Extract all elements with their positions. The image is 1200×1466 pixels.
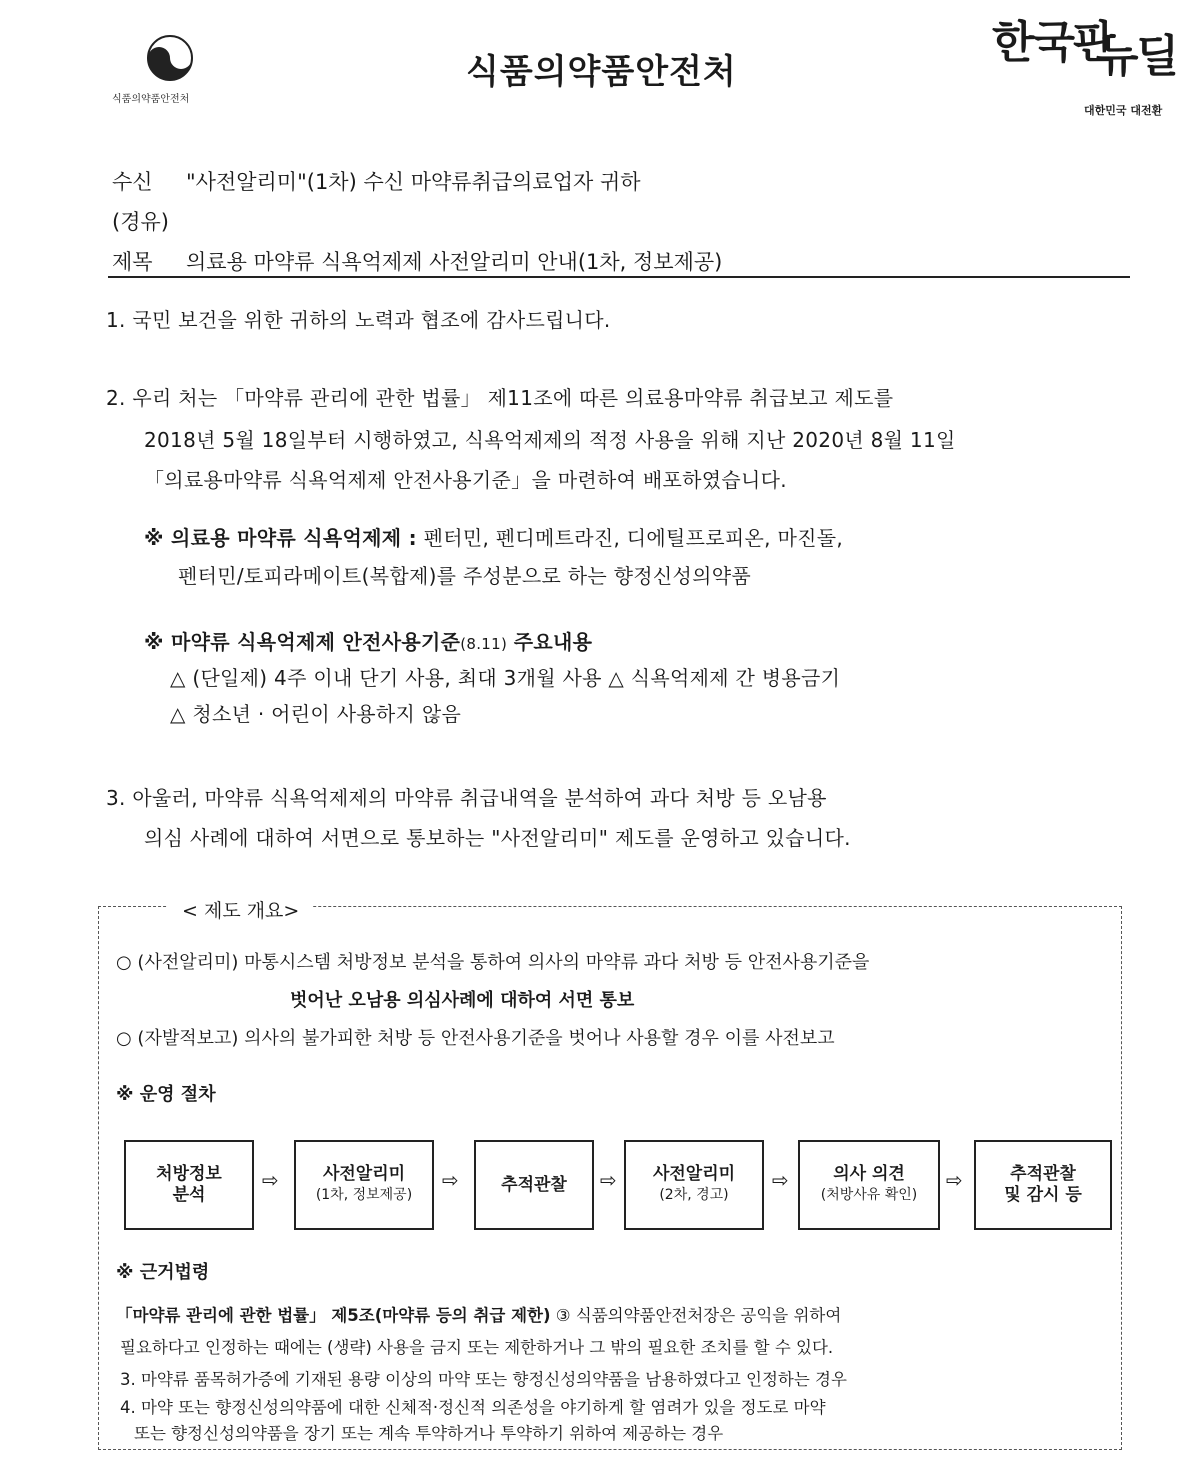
law-lead: 「마약류 관리에 관한 법률」 제5조(마약류 등의 취급 제한) [116, 1306, 551, 1325]
recipient-row [112, 166, 641, 196]
slogan-logo [992, 14, 1182, 124]
law-item-4-line-2: 또는 향정신성의약품을 장기 또는 계속 투약하거나 투약하기 위하여 제공하는 경우 [134, 1424, 724, 1443]
paragraph-2-line-2: 2018년 5월 18일부터 시행하였고, 식욕억제제의 적정 사용을 위해 지난 2020년 8월 11일 [144, 428, 956, 452]
note-2-title-main: ※ 마약류 식욕억제제 안전사용기준 [144, 630, 461, 654]
note-1-line-2: 펜터민/토피라메이트(복합제)를 주성분으로 하는 향정신성의약품 [178, 564, 751, 588]
flow-step-6-line-1: 추적관찰 [1010, 1164, 1076, 1184]
slogan-line2: 뉴딜 [1096, 31, 1178, 82]
flow-step-4 [624, 1140, 764, 1230]
government-emblem [146, 34, 194, 82]
flow-step-5 [798, 1140, 940, 1230]
paragraph-3-line-1: 3. 아울러, 마약류 식욕억제제의 마약류 취급내역을 분석하여 과다 처방 등 오남용 [106, 786, 827, 810]
flow-step-2 [294, 1140, 434, 1230]
flow-arrow-2: ⇨ [442, 1168, 459, 1192]
paragraph-1: 1. 국민 보건을 위한 귀하의 노력과 협조에 감사드립니다. [106, 308, 611, 332]
slogan-line1: 한국판 [992, 17, 1114, 68]
note-1-lead: ※ 의료용 마약류 식욕억제제 : [144, 526, 417, 550]
flow-step-4-line-2: (2차, 경고) [659, 1187, 729, 1203]
via-label: (경유) [112, 210, 169, 234]
note-1-rest: 펜터민, 펜디메트라진, 디에틸프로피온, 마진돌, [423, 526, 843, 550]
flow-arrow-4: ⇨ [772, 1168, 789, 1192]
subject-row [112, 246, 722, 276]
law-line-1-rest: ③ 식품의약품안전처장은 공익을 위하여 [555, 1306, 842, 1325]
law-line-2: 필요하다고 인정하는 때에는 (생략) 사용을 금지 또는 제한하거나 그 밖의 필요한 조치를 할 수 있다. [120, 1338, 834, 1357]
law-line-1 [116, 1302, 841, 1326]
flow-step-1 [124, 1140, 254, 1230]
flow-step-4-line-1: 사전알리미 [652, 1164, 736, 1184]
emblem-label: 식품의약품안전처 [112, 94, 190, 105]
paragraph-2-line-3: 「의료용마약류 식욕억제제 안전사용기준」을 마련하여 배포하였습니다. [144, 468, 787, 492]
flow-step-1-line-1: 처방정보 [156, 1164, 222, 1184]
overview-item-1-line-2: 벗어난 오남용 의심사례에 대하여 서면 통보 [290, 990, 635, 1011]
recipient-value: "사전알리미"(1차) 수신 마약류취급의료업자 귀하 [186, 170, 641, 194]
note-2-line-1: △ (단일제) 4주 이내 단기 사용, 최대 3개월 사용 △ 식욕억제제 간 병용금기 [170, 666, 841, 690]
flow-step-2-line-2: (1차, 정보제공) [315, 1187, 413, 1203]
law-title: ※ 근거법령 [116, 1262, 210, 1283]
flow-step-3-line-1: 추적관찰 [501, 1174, 567, 1195]
flow-step-1-line-2: 분석 [172, 1185, 206, 1205]
flow-step-2-line-1: 사전알리미 [322, 1164, 406, 1184]
subject-label: 제목 [112, 250, 153, 274]
flow-step-5-line-2: (처방사유 확인) [820, 1187, 918, 1203]
taegeuk-icon [146, 34, 194, 82]
note-2-title-date: (8.11) [460, 635, 508, 653]
law-item-4-line-1: 4. 마약 또는 향정신성의약품에 대한 신체적·정신적 의존성을 야기하게 할 염려가 있을 정도로 마약 [120, 1398, 826, 1417]
paragraph-3-line-2: 의심 사례에 대하여 서면으로 통보하는 "사전알리미" 제도를 운영하고 있습니다. [144, 826, 851, 850]
note-1-line-1 [144, 522, 843, 551]
recipient-label: 수신 [112, 170, 153, 194]
flow-arrow-3: ⇨ [600, 1168, 617, 1192]
overview-item-1-line-1: ○ (사전알리미) 마통시스템 처방정보 분석을 통하여 의사의 마약류 과다 처방 등 안전사용기준을 [116, 952, 870, 973]
procedure-title: ※ 운영 절차 [116, 1084, 216, 1105]
flow-arrow-5: ⇨ [946, 1168, 963, 1192]
paragraph-2-line-1: 2. 우리 처는 「마약류 관리에 관한 법률」 제11조에 따른 의료용마약류 취급보고 제도를 [106, 386, 894, 410]
slogan-subtitle: 대한민국 대전환 [1084, 104, 1163, 117]
note-2-title-tail: 주요내용 [513, 630, 593, 654]
flow-step-6 [974, 1140, 1112, 1230]
law-item-3: 3. 마약류 품목허가증에 기재된 용량 이상의 마약 또는 향정신성의약품을 남용하였다고 인정하는 경우 [120, 1370, 847, 1389]
note-2-title [144, 626, 592, 655]
flow-step-5-line-1: 의사 의견 [833, 1164, 905, 1184]
header-divider [108, 276, 1130, 278]
note-2-line-2: △ 청소년 · 어린이 사용하지 않음 [170, 702, 462, 726]
organization-title: 식품의약품안전처 [466, 52, 737, 92]
overview-item-2: ○ (자발적보고) 의사의 불가피한 처방 등 안전사용기준을 벗어나 사용할 경우 이를 사전보고 [116, 1028, 835, 1049]
flow-arrow-1: ⇨ [262, 1168, 279, 1192]
subject-value: 의료용 마약류 식욕억제제 사전알리미 안내(1차, 정보제공) [186, 250, 723, 274]
flow-step-3 [474, 1140, 594, 1230]
flow-step-6-line-2: 및 감시 등 [1004, 1185, 1082, 1205]
overview-title: < 제도 개요> [168, 896, 313, 923]
